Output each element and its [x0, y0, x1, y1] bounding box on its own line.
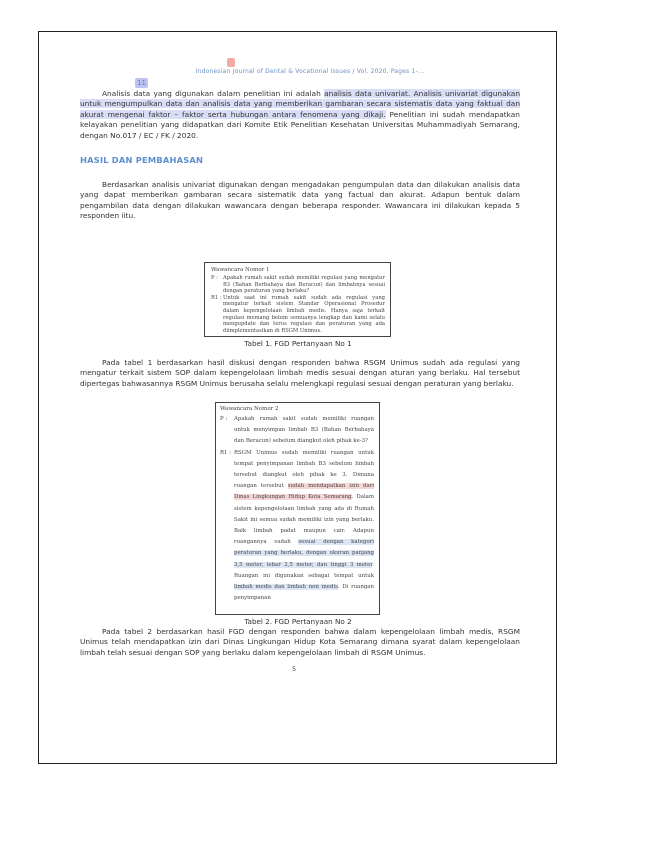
- intro-paragraph: [80, 89, 520, 141]
- table2-answer: [220, 448, 374, 605]
- results-paragraph-3-text: Pada tabel 2 berdasarkan hasil FGD dengan responden bahwa dalam kepengelolaan limbah medis, RSGM Unimus telah mendapatkan izin dari Dinas Lingkungan Hidup Kota Semarang dimana syarat dalam kepengelolaan limbah telah sesuai dengan SOP yang berlaku dalam kepengelolaan limbah di RSGM Unimus.: [80, 627, 520, 657]
- page-annotation-badge[interactable]: [227, 58, 235, 67]
- table2-answer-highlight-2[interactable]: sesuai dengan kategori peraturan yang berlaku, dengan ukuran panjang 3,5 meter, lebar 2,5 meter, dan tinggi 3 meter: [234, 539, 374, 568]
- section-heading: HASIL DAN PEMBAHASAN: [80, 155, 204, 165]
- table1-title: Wawancara Nomor 1: [211, 267, 270, 273]
- table2-question: [220, 414, 374, 448]
- intro-text-part2: Penelitian ini sudah mendapatkan kelayakan penelitian yang didapatkan dari Komite Etik Penelitian Kesehatan Universitas Muhammadiyah Semarang, dengan No.017 / EC / FK / 2020.: [80, 109, 520, 140]
- table2-answer-label: R1 :: [220, 449, 232, 456]
- table2-caption: Tabel 2. FGD Pertanyaan No 2: [244, 617, 352, 626]
- page-number: 5: [292, 665, 297, 673]
- table1-answer-text: Untuk saat ini rumah sakit sudah ada regulasi yang mengatur terkait sistem Standar Operasional Prosedur dalam kepengelolaan limbah medis. Hanya saja terkait regulasi memang belum semuanya lengkap dan kami selalu mengupdate dan terus regulasi dan peraturan yang ada diimplementasikan di RSGM Unimus.: [223, 294, 385, 334]
- table2-answer-part4: . Di ruangan penyimpanan: [234, 584, 374, 602]
- table2-answer-text: [234, 448, 374, 605]
- table1-question: [211, 275, 385, 295]
- table1-question-label: P :: [211, 275, 218, 281]
- table2-answer-part2: . Dalam sistem kepengelolaan limbah yang ada di Rumah Sakit ini semua sudah memiliki izin yang berlaku. Baik limbah padat maupun cair. Adapun ruangannya sudah: [234, 494, 375, 546]
- table2-answer-part3: . Ruangan ini digunakan sebagai tempat untuk: [234, 561, 374, 579]
- running-header: Indonesian Journal of Dental & Vocational Issues / Vol. 2020, Pages 1-...: [195, 68, 425, 75]
- results-paragraph-2-text: Pada tabel 1 berdasarkan hasil diskusi dengan responden bahwa RSGM Unimus sudah ada regulasi yang mengatur terkait sistem SOP dalam kepengelolaan limbah medis sesuai dengan aturan yang berlaku. Hal tersebut dipertegas bahwasannya RSGM Unimus berusaha selalu melengkapi regulasi sesuai dengan peraturan yang berlaku.: [80, 358, 520, 388]
- intro-text-part1: Analisis data yang digunakan dalam penelitian ini adalah: [102, 89, 325, 98]
- intro-highlight[interactable]: analisis data univariat. Analisis univariat digunakan untuk mengumpulkan data dan analisis data yang memberikan gambaran secara sistematis data yang faktual dan akurat mengenai faktor – faktor serta hubungan antara fenomena yang dikaji.: [80, 89, 521, 119]
- results-paragraph-2: [80, 358, 520, 389]
- results-paragraph-1-text: Berdasarkan analisis univariat digunakan dengan mengadakan pengumpulan data dan dilakukan analisis data yang dapat memberikan gambaran secara sistematik data yang factual dan akurat. Adapun bentuk dalam pengambilan data dengan dilakukan wawancara dengan beberapa responder. Wawancara ini dilakukan kepada 5 responden iitu.: [80, 180, 520, 221]
- table2-title: Wawancara Nomor 2: [220, 406, 279, 412]
- table1-question-text: Apakah rumah sakit sudah memiliki regulasi yang mengatur B3 (Bahan Berbahaya dan Beracun) dan limbahnya sesuai dengan peraturan yang berlaku?: [223, 275, 385, 295]
- table2-answer-part1: RSGM Unimus sudah memiliki ruangan untuk tempat penyimpanan limbah B3 sebelum limbah tersebut diangkut oleh pihak ke 3. Dimana ruangan tersebut: [234, 449, 374, 490]
- interview-table-2: [215, 402, 380, 615]
- table2-answer-highlight-3[interactable]: limbah medis dan limbah non medis: [234, 584, 338, 591]
- paragraph-annotation-badge[interactable]: 11: [135, 78, 148, 88]
- table1-answer-label: R1 :: [211, 294, 222, 301]
- interview-table-1: [204, 262, 391, 337]
- results-paragraph-3: [80, 627, 520, 658]
- table1-caption: Tabel 1. FGD Pertanyaan No 1: [244, 339, 352, 348]
- table1-answer: [211, 295, 385, 335]
- table2-question-label: P :: [220, 416, 228, 422]
- table2-answer-highlight-1[interactable]: sudah mendapatkan izin dari Dinas Lingkungan Hidup Kota Semarang: [234, 483, 374, 501]
- table2-question-text: Apakah rumah sakit sudah memiliki ruangan untuk menyimpan limbah B3 (Bahan Berbahaya dan Beracun) sebelum diangkut oleh pihak ke-3?: [234, 416, 374, 445]
- results-paragraph-1: [80, 180, 520, 222]
